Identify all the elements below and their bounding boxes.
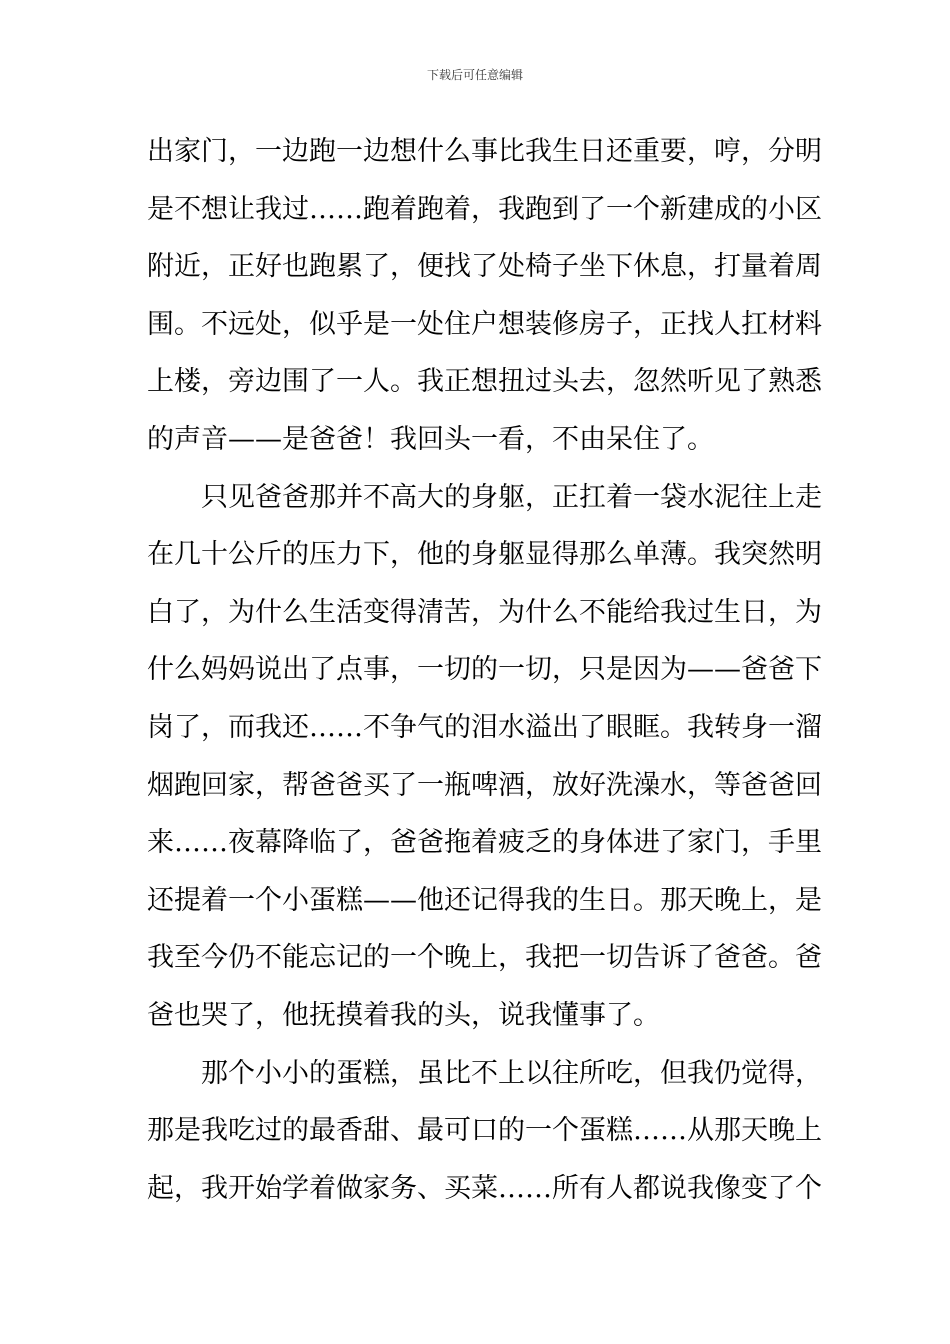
text-line: 那是我吃过的最香甜、最可口的一个蛋糕……从那天晚上 (147, 1115, 822, 1147)
text-line: 白了，为什么生活变得清苦，为什么不能给我过生日，为 (147, 596, 822, 628)
text-line: 什么妈妈说出了点事，一切的一切，只是因为——爸爸下 (147, 654, 822, 686)
text-line: 岗了，而我还……不争气的泪水溢出了眼眶。我转身一溜 (147, 711, 822, 743)
text-line: 上楼，旁边围了一人。我正想扭过头去，忽然听见了熟悉 (147, 366, 822, 398)
text-line: 还提着一个小蛋糕——他还记得我的生日。那天晚上，是 (147, 884, 822, 916)
paragraph-first-line: 只见爸爸那并不高大的身躯，正扛着一袋水泥往上走 (201, 481, 822, 513)
page-header: 下载后可任意编辑 (426, 68, 523, 82)
text-line: 来……夜幕降临了，爸爸拖着疲乏的身体进了家门，手里 (147, 827, 822, 859)
text-line: 的声音——是爸爸！我回头一看，不由呆住了。 (147, 423, 714, 455)
text-line: 出家门，一边跑一边想什么事比我生日还重要，哼，分明 (147, 136, 822, 167)
text-line: 在几十公斤的压力下，他的身躯显得那么单薄。我突然明 (147, 539, 822, 571)
text-line: 是不想让我过……跑着跑着，我跑到了一个新建成的小区 (147, 193, 822, 225)
text-line: 起，我开始学着做家务、买菜……所有人都说我像变了个 (147, 1172, 822, 1204)
body-text (147, 132, 822, 1226)
text-line: 爸也哭了，他抚摸着我的头，说我懂事了。 (147, 999, 660, 1031)
text-line: 附近，正好也跑累了，便找了处椅子坐下休息，打量着周 (147, 251, 822, 283)
text-line: 围。不远处，似乎是一处住户想装修房子，正找人扛材料 (147, 308, 822, 340)
paragraph-first-line: 那个小小的蛋糕，虽比不上以往所吃，但我仍觉得， (201, 1057, 822, 1089)
text-line: 烟跑回家，帮爸爸买了一瓶啤酒，放好洗澡水，等爸爸回 (147, 769, 822, 801)
text-line: 我至今仍不能忘记的一个晚上，我把一切告诉了爸爸。爸 (147, 942, 822, 974)
